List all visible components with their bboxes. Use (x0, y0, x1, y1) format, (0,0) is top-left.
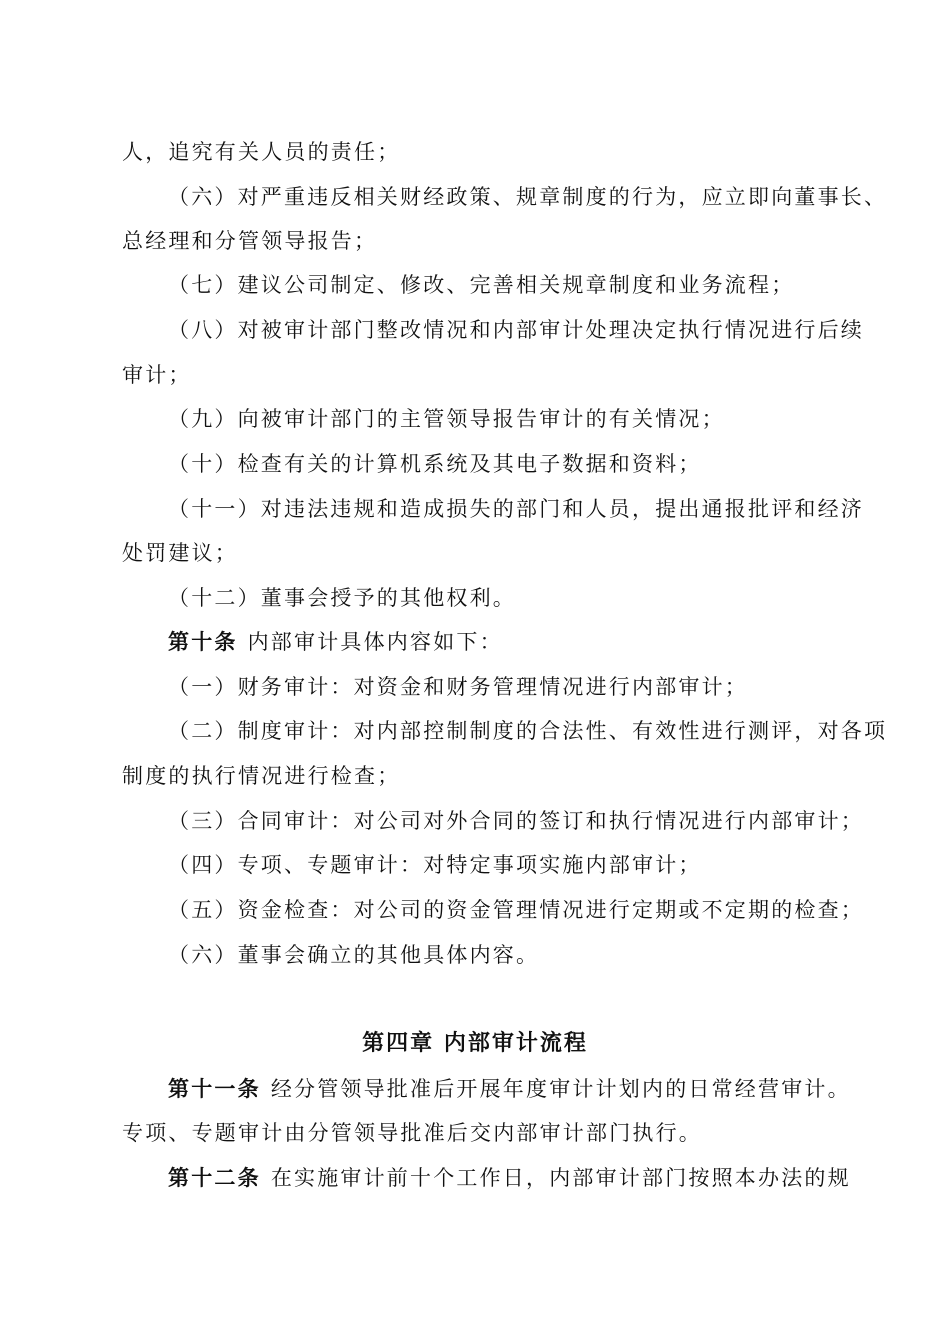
article-text: 在实施审计前十个工作日，内部审计部门按照本办法的规 (270, 1166, 851, 1190)
article-10-heading (168, 627, 832, 657)
list-item: （六）董事会确立的其他具体内容。 (168, 943, 540, 967)
paragraph-line: 专项、专题审计由分管领导批准后交内部审计部门执行。 (122, 1121, 702, 1145)
list-item-cont: 制度的执行情况进行检查； (122, 764, 401, 788)
list-item: （一）财务审计：对资金和财务管理情况进行内部审计； (168, 675, 748, 699)
paragraph-line: （六）对严重违反相关财经政策、规章制度的行为，应立即向董事长、 (168, 185, 888, 209)
article-12-heading (168, 1163, 851, 1193)
paragraph-line: 处罚建议； (122, 541, 238, 565)
paragraph-line: （八）对被审计部门整改情况和内部审计处理决定执行情况进行后续 (168, 318, 864, 342)
paragraph-line: （九）向被审计部门的主管领导报告审计的有关情况； (168, 407, 725, 431)
article-text: 经分管领导批准后开展年度审计计划内的日常经营审计。 (270, 1077, 851, 1101)
paragraph-line: （七）建议公司制定、修改、完善相关规章制度和业务流程； (168, 273, 795, 297)
paragraph-line: （十一）对违法违规和造成损失的部门和人员，提出通报批评和经济 (168, 497, 864, 521)
chapter-title: 第四章 内部审计流程 (362, 1031, 588, 1056)
paragraph-line: 总经理和分管领导报告； (122, 229, 378, 253)
article-label: 第十条 (168, 630, 238, 654)
paragraph-line: （十二）董事会授予的其他权利。 (168, 586, 516, 610)
paragraph-line: 审计； (122, 363, 192, 387)
list-item: （三）合同审计：对公司对外合同的签订和执行情况进行内部审计； (168, 809, 864, 833)
list-item: （二）制度审计：对内部控制制度的合法性、有效性进行测评，对各项 (168, 719, 888, 743)
article-text: 内部审计具体内容如下： (247, 630, 503, 654)
article-label: 第十一条 (168, 1077, 261, 1101)
article-11-heading (168, 1074, 851, 1104)
article-label: 第十二条 (168, 1166, 261, 1190)
list-item: （五）资金检查：对公司的资金管理情况进行定期或不定期的检查； (168, 898, 864, 922)
list-item: （四）专项、专题审计：对特定事项实施内部审计； (168, 853, 702, 877)
paragraph-line: （十）检查有关的计算机系统及其电子数据和资料； (168, 452, 702, 476)
paragraph-line: 人，追究有关人员的责任； (122, 140, 401, 164)
